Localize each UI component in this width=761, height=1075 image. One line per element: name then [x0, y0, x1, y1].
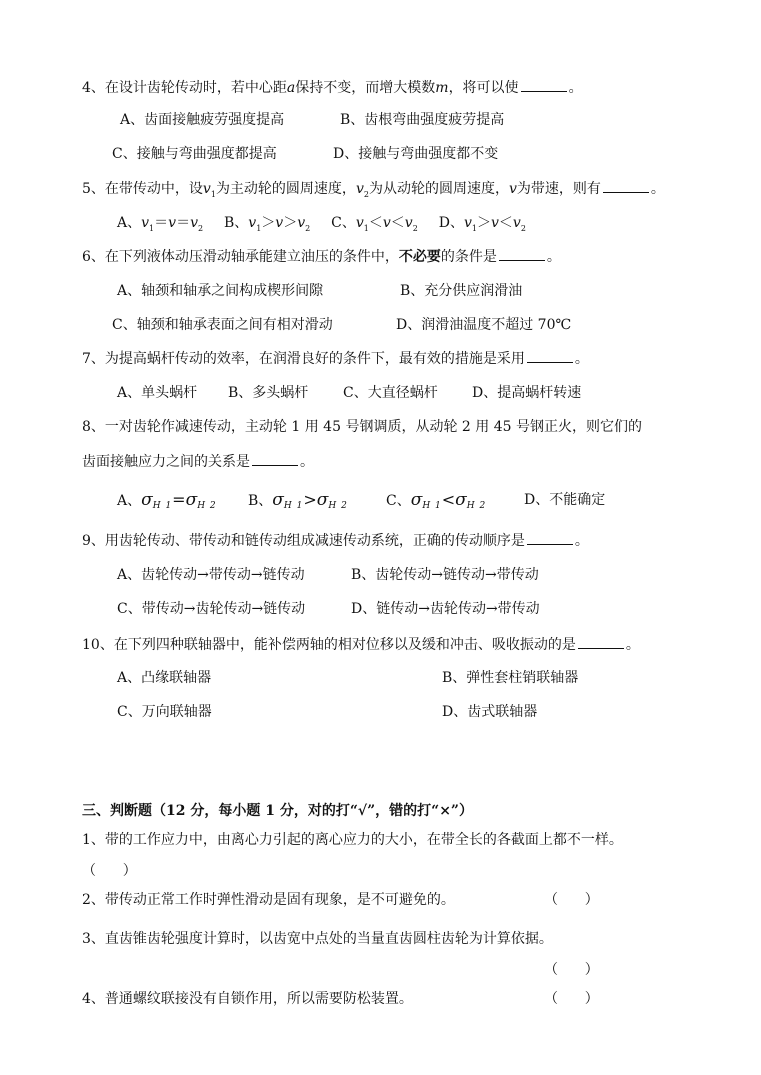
q10-number: 10、 — [82, 637, 114, 653]
q10-option-b: B、弹性套柱销联轴器 — [442, 670, 579, 686]
q5-text3: 为从动轮的圆周速度， — [368, 181, 509, 197]
q8-stem-line1 — [82, 418, 642, 436]
q8-stem-line2 — [82, 453, 314, 471]
section3-heading: 三、判断题（12 分，每小题 1 分，对的打“√”，错的打“×”） — [82, 803, 473, 819]
q8-option-d: D、不能确定 — [524, 492, 606, 508]
q4-option-d: D、接触与弯曲强度都不变 — [333, 146, 499, 162]
q4-end: 。 — [568, 80, 583, 96]
q9-option-b: B、齿轮传动→链传动→带传动 — [351, 567, 539, 583]
q9-stem — [82, 532, 589, 550]
q10-option-a: A、凸缘联轴器 — [117, 670, 212, 686]
q7-option-a: A、单头蜗杆 — [117, 385, 198, 401]
q10-option-c: C、万向联轴器 — [117, 704, 212, 720]
q9-option-d: D、链传动→齿轮传动→带传动 — [351, 601, 540, 617]
q7-blank — [527, 350, 573, 363]
q6-option-d: D、润滑油温度不超过 70℃ — [396, 317, 572, 333]
q7-number: 7、 — [82, 351, 105, 367]
q8-end: 。 — [300, 454, 314, 470]
q4-option-c: C、接触与弯曲强度都提高 — [112, 146, 277, 162]
q4-blank — [521, 79, 567, 92]
q7-text: 为提高蜗杆传动的效率，在润滑良好的条件下，最有效的措施是采用 — [104, 351, 525, 367]
q5-stem — [82, 180, 665, 204]
q9-text: 用齿轮传动、带传动和链传动组成减速传动系统，正确的传动顺序是 — [104, 533, 525, 549]
q5-text: 在带传动中，设 — [104, 181, 203, 197]
q7-option-b: B、多头蜗杆 — [228, 385, 309, 401]
q10-stem — [82, 636, 640, 654]
q5-option-d: D、$v_1>v<v_2$ — [438, 215, 526, 233]
q5-end: 。 — [650, 181, 665, 197]
q8-option-b: B、$\sigma_{H 1}>\sigma_{H 2}$ — [248, 490, 348, 511]
judge-answer-4[interactable]: （ ） — [544, 991, 599, 1007]
q7-option-d: D、提高蜗杆转速 — [472, 385, 582, 401]
q7-end: 。 — [574, 351, 589, 367]
q9-option-a: A、齿轮传动→带传动→链传动 — [117, 567, 305, 583]
q6-option-c: C、轴颈和轴承表面之间有相对滑动 — [112, 317, 333, 333]
q8-option-c: C、$\sigma_{H 1}<\sigma_{H 2}$ — [386, 490, 487, 511]
q10-end: 。 — [625, 637, 640, 653]
judge-item-2: 2、带传动正常工作时弹性滑动是固有现象，是不可避免的。 — [82, 892, 455, 908]
q6-blank — [499, 248, 545, 261]
judge-item-1: 1、带的工作应力中，由离心力引起的离心应力的大小，在带全长的各截面上都不一样。 — [82, 832, 623, 848]
judge-answer-2[interactable]: （ ） — [544, 892, 599, 908]
judge-answer-1[interactable]: （ ） — [82, 863, 137, 879]
q5-sub: 1 — [210, 189, 216, 199]
q5-options — [117, 214, 526, 238]
q5-var: v — [508, 181, 517, 197]
q6-emphasis: 不必要 — [398, 249, 441, 265]
q8-number: 8、 — [82, 419, 105, 435]
q6-text2: 的条件是 — [440, 249, 497, 265]
q10-option-d: D、齿式联轴器 — [442, 704, 538, 720]
q9-blank — [527, 532, 573, 545]
q4-text: 在设计齿轮传动时，若中心距 — [104, 80, 287, 96]
q4-text3: ，将可以使 — [448, 80, 519, 96]
q5-option-b: B、$v_1>v>v_2$ — [223, 215, 311, 233]
q6-option-a: A、轴颈和轴承之间构成楔形间隙 — [117, 283, 324, 299]
q8-text2: 齿面接触应力之间的关系是 — [82, 454, 250, 470]
q6-text: 在下列液体动压滑动轴承能建立油压的条件中， — [104, 249, 399, 265]
q6-option-b: B、充分供应润滑油 — [400, 283, 523, 299]
judge-answer-3[interactable]: （ ） — [544, 962, 599, 978]
q5-option-c: C、$v_1<v<v_2$ — [331, 215, 418, 233]
q4-option-b: B、齿根弯曲强度疲劳提高 — [340, 112, 505, 128]
q7-stem — [82, 350, 589, 368]
q5-option-a: A、$v_1=v=v_2$ — [117, 215, 204, 233]
q5-number: 5、 — [82, 181, 105, 197]
q8-blank — [252, 453, 298, 466]
q4-text2: 保持不变，而增大模数 — [295, 80, 436, 96]
q4-var-a: a — [286, 80, 296, 96]
q9-number: 9、 — [82, 533, 105, 549]
q5-var: v — [355, 181, 364, 197]
q6-stem — [82, 248, 561, 266]
q6-end: 。 — [546, 249, 561, 265]
q6-number: 6、 — [82, 249, 105, 265]
q5-text2: 为主动轮的圆周速度， — [215, 181, 356, 197]
q5-sub: 2 — [363, 189, 369, 199]
q5-blank — [603, 180, 649, 193]
q7-option-c: C、大直径蜗杆 — [343, 385, 438, 401]
q8-option-a: A、$\sigma_{H 1}=\sigma_{H 2}$ — [117, 490, 217, 511]
q10-blank — [578, 636, 624, 649]
q9-option-c: C、带传动→齿轮传动→链传动 — [117, 601, 306, 617]
q4-var-m: m — [435, 80, 449, 96]
q4-number: 4、 — [82, 80, 105, 96]
q4-stem — [82, 79, 583, 97]
judge-item-4: 4、普通螺纹联接没有自锁作用，所以需要防松装置。 — [82, 991, 413, 1007]
q5-text4: 为带速，则有 — [516, 181, 601, 197]
q8-text: 一对齿轮作减速传动，主动轮 1 用 45 号钢调质，从动轮 2 用 45 号钢正火，则它们的 — [104, 419, 642, 435]
q9-end: 。 — [574, 533, 589, 549]
q10-text: 在下列四种联轴器中，能补偿两轴的相对位移以及缓和冲击、吸收振动的是 — [113, 637, 576, 653]
q4-option-a: A、齿面接触疲劳强度提高 — [120, 112, 285, 128]
judge-item-3: 3、直齿锥齿轮强度计算时，以齿宽中点处的当量直齿圆柱齿轮为计算依据。 — [82, 931, 553, 947]
q5-var: v — [202, 181, 211, 197]
